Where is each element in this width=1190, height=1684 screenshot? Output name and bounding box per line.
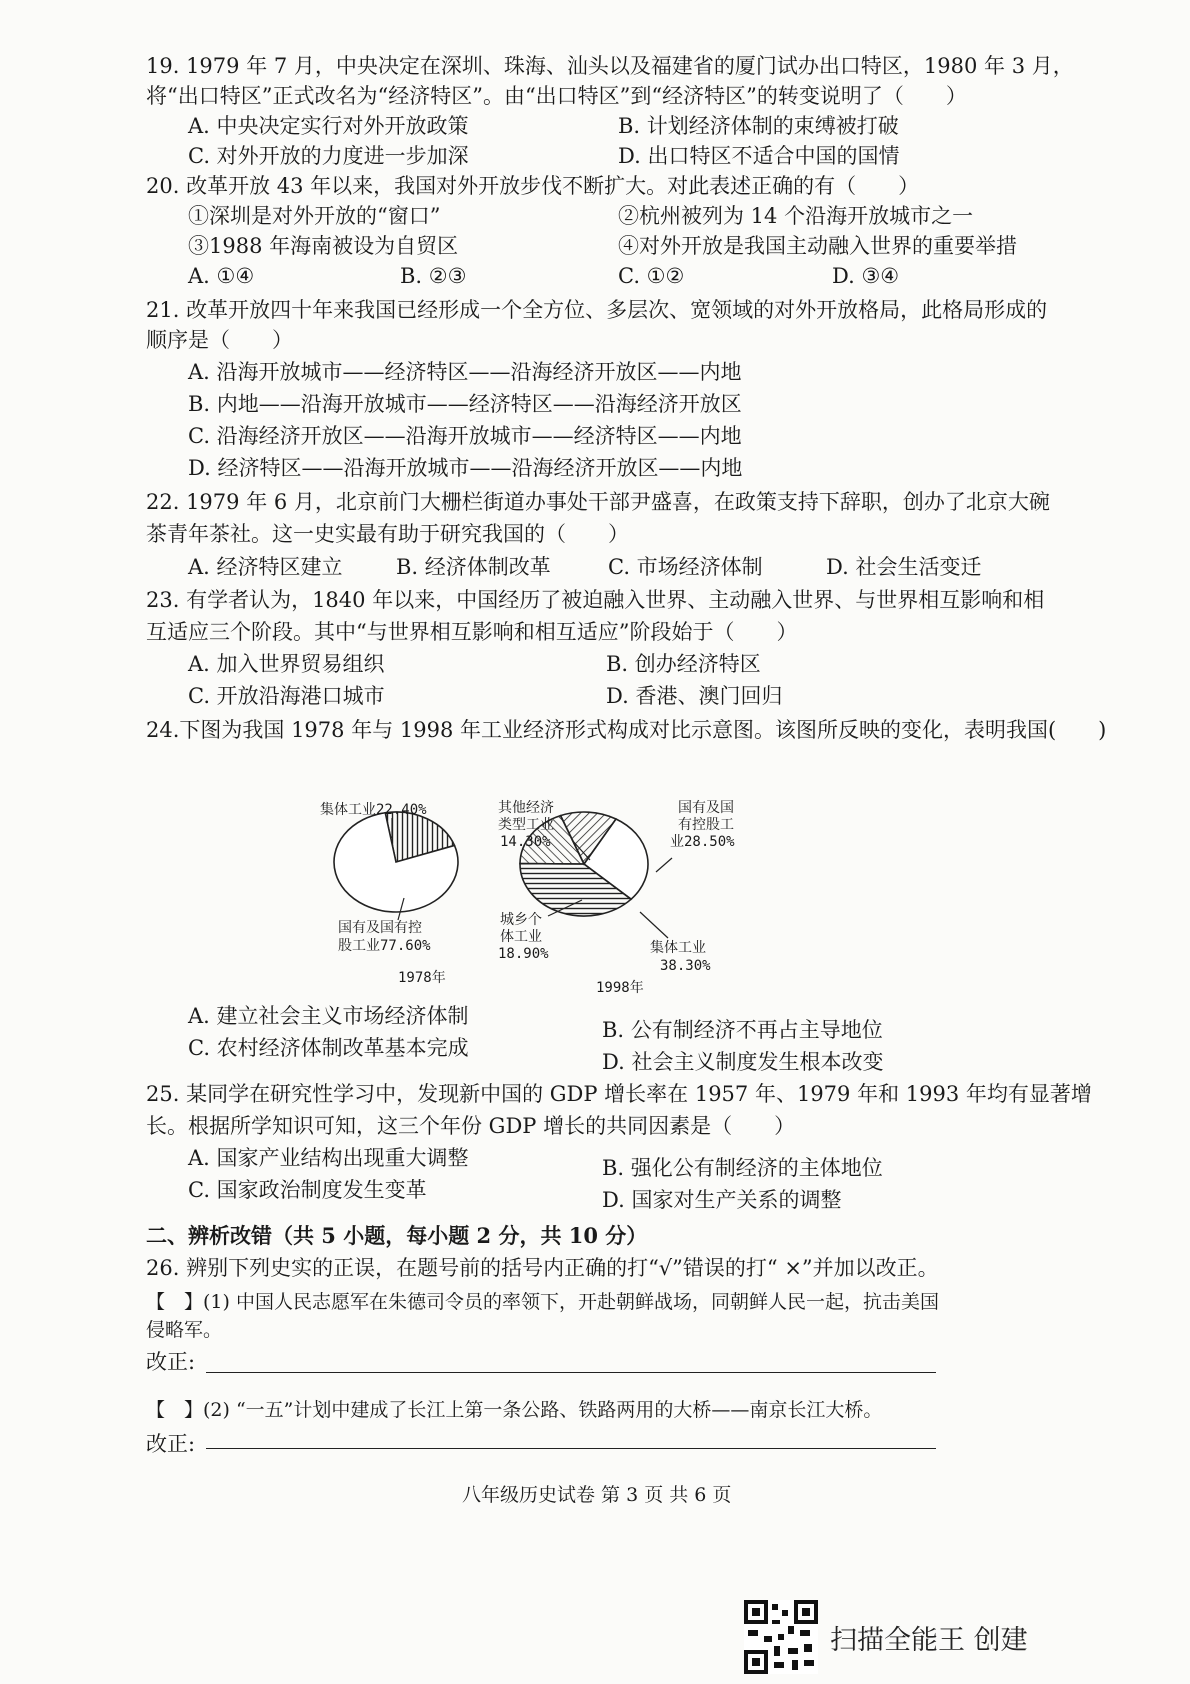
q23-option-b[interactable]: B. 创办经济特区	[606, 652, 761, 676]
q24-option-b[interactable]: B. 公有制经济不再占主导地位	[602, 1018, 883, 1042]
q20-line1: 20. 改革开放 43 年以来，我国对外开放步伐不断扩大。对此表述正确的有（ ）	[146, 174, 920, 198]
q26-item2-correction-label: 改正:	[146, 1432, 196, 1456]
q23-line1: 23. 有学者认为，1840 年以来，中国经历了被迫融入世界、主动融入世界、与世界相互影响和相	[146, 588, 1045, 612]
q22-line2: 茶青年茶社。这一史实最有助于研究我国的（ ）	[146, 522, 629, 546]
q25-option-d[interactable]: D. 国家对生产关系的调整	[602, 1188, 842, 1212]
q26-item1-answer-line[interactable]	[206, 1372, 936, 1373]
q25-line1: 25. 某同学在研究性学习中，发现新中国的 GDP 增长率在 1957 年、1979 年和 1993 年均有显著增	[146, 1082, 1092, 1106]
page-footer: 八年级历史试卷 第 3 页 共 6 页	[462, 1484, 732, 1506]
q24-option-c[interactable]: C. 农村经济体制改革基本完成	[188, 1036, 469, 1060]
q23-option-a[interactable]: A. 加入世界贸易组织	[188, 652, 385, 676]
pie-chart-1978	[334, 812, 458, 912]
qr-code-icon	[744, 1600, 818, 1674]
q24-option-a[interactable]: A. 建立社会主义市场经济体制	[188, 1004, 469, 1028]
q22-line1: 22. 1979 年 6 月，北京前门大栅栏街道办事处干部尹盛喜，在政策支持下辞职，创办了北京大碗	[146, 490, 1050, 514]
pie1998-label-state: 国有及国 有控股工 业28.50%	[670, 800, 735, 850]
q26-item1-line2: 侵略军。	[146, 1319, 223, 1341]
q24-option-d[interactable]: D. 社会主义制度发生根本改变	[602, 1050, 884, 1074]
q19-option-d[interactable]: D. 出口特区不适合中国的国情	[618, 144, 900, 168]
q19-line2: 将“出口特区”正式改名为“经济特区”。由“出口特区”到“经济特区”的转变说明了（ ）	[146, 84, 967, 108]
q21-option-a[interactable]: A. 沿海开放城市——经济特区——沿海经济开放区——内地	[188, 360, 742, 384]
q20-statement-2: ②杭州被列为 14 个沿海开放城市之一	[618, 204, 974, 228]
q19-option-a[interactable]: A. 中央决定实行对外开放政策	[188, 114, 469, 138]
q20-statement-3: ③1988 年海南被设为自贸区	[188, 234, 459, 258]
q25-option-b[interactable]: B. 强化公有制经济的主体地位	[602, 1156, 883, 1180]
q19-option-b[interactable]: B. 计划经济体制的束缚被打破	[618, 114, 899, 138]
q22-option-d[interactable]: D. 社会生活变迁	[826, 555, 982, 579]
q21-option-b[interactable]: B. 内地——沿海开放城市——经济特区——沿海经济开放区	[188, 392, 742, 416]
q23-option-c[interactable]: C. 开放沿海港口城市	[188, 684, 385, 708]
pie1978-title: 1978年	[398, 970, 446, 986]
q22-option-c[interactable]: C. 市场经济体制	[608, 555, 763, 579]
pie1978-label-collective: 集体工业22.40%	[320, 802, 427, 818]
q21-option-d[interactable]: D. 经济特区——沿海开放城市——沿海经济开放区——内地	[188, 456, 743, 480]
q22-option-b[interactable]: B. 经济体制改革	[396, 555, 551, 579]
pie1998-label-individual: 城乡个 体工业 18.90%	[498, 912, 549, 962]
q20-option-d[interactable]: D. ③④	[832, 264, 900, 288]
q20-option-a[interactable]: A. ①④	[188, 264, 255, 288]
pie1998-label-collective: 集体工业 38.30%	[650, 940, 711, 974]
q25-line2: 长。根据所学知识可知，这三个年份 GDP 增长的共同因素是（ ）	[146, 1114, 796, 1138]
q19-line1: 19. 1979 年 7 月，中央决定在深圳、珠海、汕头以及福建省的厦门试办出口特区，1980 年 3 月，	[146, 54, 1074, 78]
q26-item1-correction-label: 改正:	[146, 1350, 196, 1374]
q26-item1-line1: 【 】(1) 中国人民志愿军在朱德司令员的率领下，开赴朝鲜战场，同朝鲜人民一起，抗击美国	[146, 1291, 939, 1313]
q21-line2: 顺序是（ ）	[146, 328, 293, 352]
q25-option-a[interactable]: A. 国家产业结构出现重大调整	[188, 1146, 469, 1170]
q26-item2-answer-line[interactable]	[206, 1448, 936, 1449]
q24-line1: 24.下图为我国 1978 年与 1998 年工业经济形式构成对比示意图。该图所反映的变化，表明我国( )	[146, 718, 1107, 742]
industrial-structure-pie-charts	[300, 796, 740, 1006]
q21-option-c[interactable]: C. 沿海经济开放区——沿海开放城市——经济特区——内地	[188, 424, 742, 448]
q22-option-a[interactable]: A. 经济特区建立	[188, 555, 343, 579]
scanner-watermark-text: 扫描全能王 创建	[830, 1625, 1028, 1656]
q20-statement-4: ④对外开放是我国主动融入世界的重要举措	[618, 234, 1017, 258]
pie-chart-1998	[520, 812, 648, 916]
section2-title: 二、辨析改错（共 5 小题，每小题 2 分，共 10 分）	[146, 1223, 648, 1248]
q23-line2: 互适应三个阶段。其中“与世界相互影响和相互适应”阶段始于（ ）	[146, 620, 798, 644]
q20-option-c[interactable]: C. ①②	[618, 264, 685, 288]
q20-statement-1: ①深圳是对外开放的“窗口”	[188, 204, 441, 228]
q21-line1: 21. 改革开放四十年来我国已经形成一个全方位、多层次、宽领域的对外开放格局，此格局形成的	[146, 298, 1048, 322]
pie1978-label-state: 国有及国有控 股工业77.60%	[338, 920, 431, 954]
q26-item2-line1: 【 】(2) “一五”计划中建成了长江上第一条公路、铁路两用的大桥——南京长江大桥。	[146, 1399, 883, 1421]
pie1998-label-other: 其他经济 类型工业 14.30%	[498, 800, 554, 850]
q20-option-b[interactable]: B. ②③	[400, 264, 467, 288]
pie1998-title: 1998年	[596, 980, 644, 996]
q25-option-c[interactable]: C. 国家政治制度发生变革	[188, 1178, 427, 1202]
q26-instruction: 26. 辨别下列史实的正误，在题号前的括号内正确的打“√”错误的打“ ×”并加以改正。	[146, 1256, 939, 1280]
q23-option-d[interactable]: D. 香港、澳门回归	[606, 684, 783, 708]
q19-option-c[interactable]: C. 对外开放的力度进一步加深	[188, 144, 469, 168]
